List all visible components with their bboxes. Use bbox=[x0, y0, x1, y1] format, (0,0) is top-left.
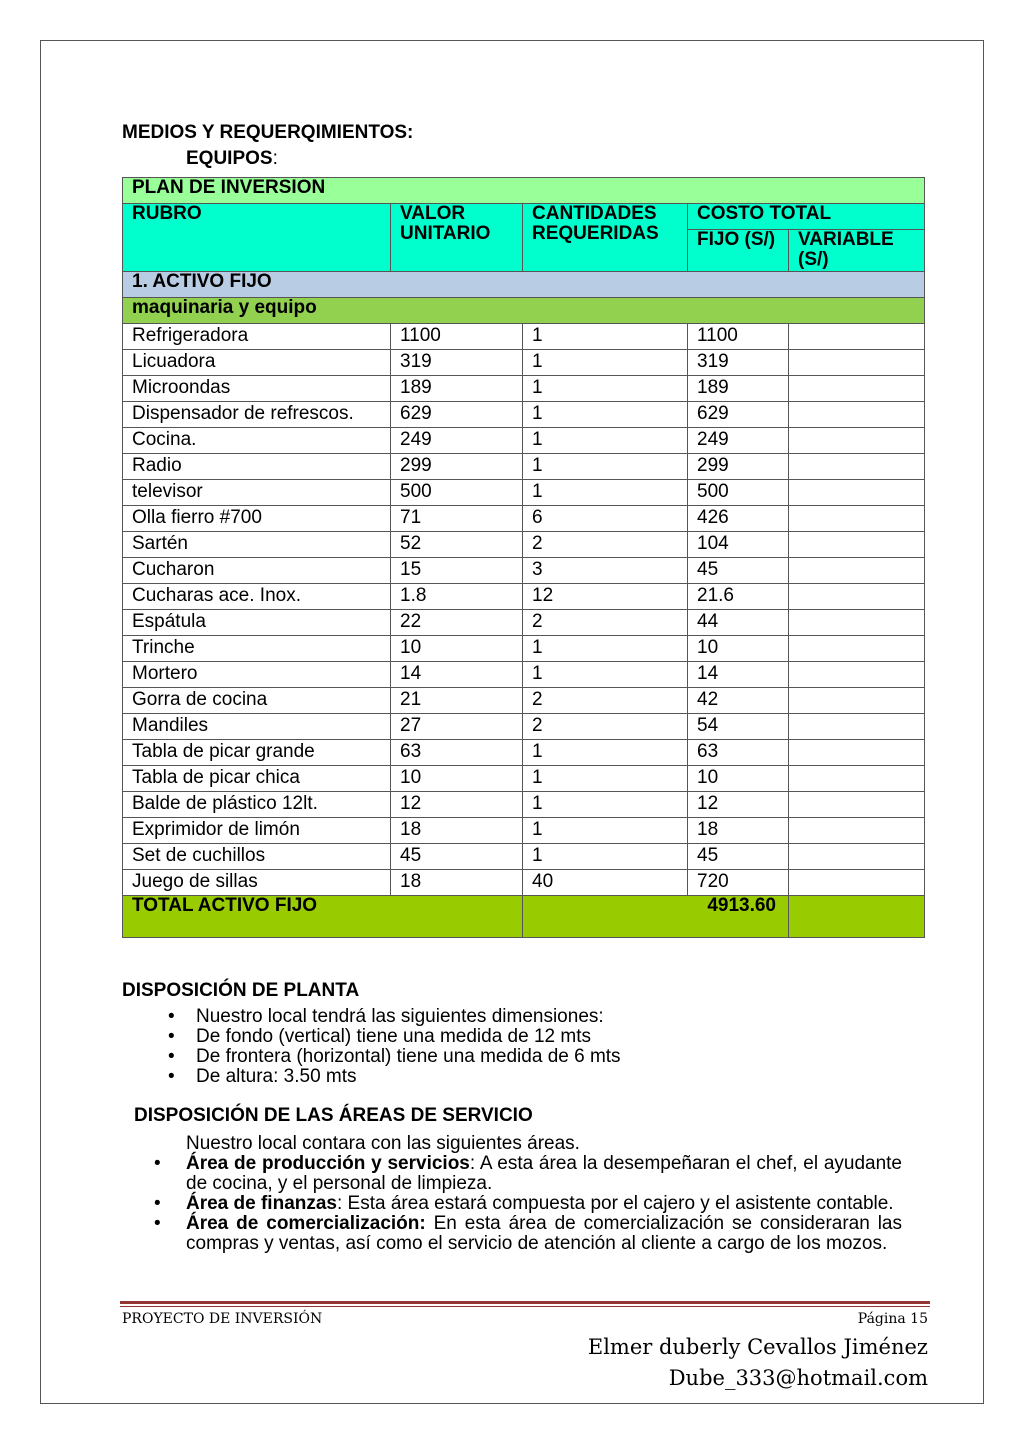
cell-valor: 299 bbox=[391, 454, 523, 480]
cell-valor: 52 bbox=[391, 532, 523, 558]
cell-valor: 22 bbox=[391, 610, 523, 636]
cell-rubro: Cucharas ace. Inox. bbox=[123, 584, 391, 610]
list-item: • De altura: 3.50 mts bbox=[166, 1067, 621, 1087]
cell-fijo: 104 bbox=[688, 532, 789, 558]
areas-intro: Nuestro local contara con las siguientes áreas. bbox=[186, 1133, 580, 1154]
table-row bbox=[123, 376, 925, 402]
cell-variable bbox=[789, 740, 925, 766]
cell-cantidad: 2 bbox=[523, 610, 688, 636]
cell-variable bbox=[789, 584, 925, 610]
table-row bbox=[123, 610, 925, 636]
cell-cantidad: 3 bbox=[523, 558, 688, 584]
section-heading: MEDIOS Y REQUERQIMIENTOS: bbox=[122, 122, 414, 143]
subsection-maquinaria: maquinaria y equipo bbox=[123, 298, 925, 324]
cell-cantidad: 1 bbox=[523, 766, 688, 792]
table-title: PLAN DE INVERSION bbox=[123, 178, 925, 204]
cell-rubro: Tabla de picar grande bbox=[123, 740, 391, 766]
cell-valor: 1100 bbox=[391, 324, 523, 350]
list-item: • Nuestro local tendrá las siguientes dimensiones: bbox=[166, 1007, 621, 1027]
cell-cantidad: 12 bbox=[523, 584, 688, 610]
cell-cantidad: 1 bbox=[523, 350, 688, 376]
cell-valor: 189 bbox=[391, 376, 523, 402]
table-row bbox=[123, 818, 925, 844]
list-item bbox=[150, 1214, 902, 1254]
cell-rubro: Cucharon bbox=[123, 558, 391, 584]
cell-valor: 629 bbox=[391, 402, 523, 428]
cell-cantidad: 2 bbox=[523, 532, 688, 558]
area-name: Área de producción y servicios bbox=[186, 1153, 470, 1174]
cell-fijo: 63 bbox=[688, 740, 789, 766]
cell-rubro: Cocina. bbox=[123, 428, 391, 454]
list-item bbox=[150, 1194, 902, 1214]
footer-project-title: PROYECTO DE INVERSIÓN bbox=[122, 1311, 323, 1327]
cell-cantidad: 1 bbox=[523, 480, 688, 506]
table-row bbox=[123, 662, 925, 688]
section-row bbox=[123, 272, 925, 298]
planta-list bbox=[166, 1007, 621, 1087]
cell-cantidad: 6 bbox=[523, 506, 688, 532]
author-email: Dube_333@hotmail.com bbox=[668, 1366, 928, 1390]
cell-valor: 319 bbox=[391, 350, 523, 376]
list-item: • De fondo (vertical) tiene una medida de 12 mts bbox=[166, 1027, 621, 1047]
cell-rubro: Mortero bbox=[123, 662, 391, 688]
cell-cantidad: 1 bbox=[523, 324, 688, 350]
cell-valor: 10 bbox=[391, 636, 523, 662]
cell-fijo: 249 bbox=[688, 428, 789, 454]
cell-valor: 500 bbox=[391, 480, 523, 506]
cell-cantidad: 1 bbox=[523, 792, 688, 818]
table-row bbox=[123, 844, 925, 870]
cell-fijo: 45 bbox=[688, 844, 789, 870]
equipos-colon: : bbox=[272, 148, 278, 169]
cell-fijo: 10 bbox=[688, 766, 789, 792]
area-description: : Esta área estará compuesta por el cajero y el asistente contable. bbox=[337, 1193, 894, 1214]
table-row bbox=[123, 636, 925, 662]
table-header-row bbox=[123, 204, 925, 230]
table-row bbox=[123, 454, 925, 480]
cell-cantidad: 1 bbox=[523, 818, 688, 844]
cell-variable bbox=[789, 454, 925, 480]
footer-page-number: Página 15 bbox=[857, 1311, 928, 1327]
cell-variable bbox=[789, 844, 925, 870]
cell-valor: 1.8 bbox=[391, 584, 523, 610]
table-row bbox=[123, 558, 925, 584]
col-header-rubro: RUBRO bbox=[123, 204, 391, 272]
cell-variable bbox=[789, 350, 925, 376]
cell-rubro: televisor bbox=[123, 480, 391, 506]
cell-variable bbox=[789, 792, 925, 818]
cell-variable bbox=[789, 324, 925, 350]
cell-variable bbox=[789, 376, 925, 402]
cell-rubro: Balde de plástico 12lt. bbox=[123, 792, 391, 818]
table-title-row bbox=[123, 178, 925, 204]
cell-rubro: Sartén bbox=[123, 532, 391, 558]
col-header-fijo: FIJO (S/) bbox=[688, 230, 789, 272]
cell-cantidad: 1 bbox=[523, 740, 688, 766]
cell-variable bbox=[789, 532, 925, 558]
cell-valor: 71 bbox=[391, 506, 523, 532]
cell-variable bbox=[789, 610, 925, 636]
cell-rubro: Exprimidor de limón bbox=[123, 818, 391, 844]
cell-cantidad: 1 bbox=[523, 454, 688, 480]
cell-variable bbox=[789, 714, 925, 740]
table-row bbox=[123, 740, 925, 766]
cell-fijo: 14 bbox=[688, 662, 789, 688]
cell-fijo: 18 bbox=[688, 818, 789, 844]
table-row bbox=[123, 870, 925, 896]
cell-valor: 18 bbox=[391, 818, 523, 844]
cell-variable bbox=[789, 662, 925, 688]
planta-title: DISPOSICIÓN DE PLANTA bbox=[122, 980, 360, 1001]
cell-rubro: Mandiles bbox=[123, 714, 391, 740]
cell-variable bbox=[789, 636, 925, 662]
cell-cantidad: 2 bbox=[523, 714, 688, 740]
col-header-variable: VARIABLE (S/) bbox=[789, 230, 925, 272]
cell-rubro: Espátula bbox=[123, 610, 391, 636]
subsection-heading bbox=[186, 148, 278, 170]
table-row bbox=[123, 532, 925, 558]
cell-valor: 10 bbox=[391, 766, 523, 792]
list-item bbox=[150, 1154, 902, 1194]
author-block bbox=[588, 1332, 928, 1394]
investment-table bbox=[122, 177, 925, 938]
cell-valor: 63 bbox=[391, 740, 523, 766]
table-row bbox=[123, 480, 925, 506]
table-row bbox=[123, 350, 925, 376]
cell-fijo: 10 bbox=[688, 636, 789, 662]
cell-variable bbox=[789, 402, 925, 428]
cell-valor: 14 bbox=[391, 662, 523, 688]
cell-rubro: Dispensador de refrescos. bbox=[123, 402, 391, 428]
cell-fijo: 500 bbox=[688, 480, 789, 506]
cell-fijo: 42 bbox=[688, 688, 789, 714]
cell-cantidad: 1 bbox=[523, 402, 688, 428]
author-name: Elmer duberly Cevallos Jiménez bbox=[587, 1335, 928, 1359]
cell-rubro: Radio bbox=[123, 454, 391, 480]
cell-fijo: 21.6 bbox=[688, 584, 789, 610]
cell-variable bbox=[789, 428, 925, 454]
cell-fijo: 319 bbox=[688, 350, 789, 376]
cell-fijo: 629 bbox=[688, 402, 789, 428]
section-activo-fijo: 1. ACTIVO FIJO bbox=[123, 272, 925, 298]
cell-fijo: 45 bbox=[688, 558, 789, 584]
cell-rubro: Set de cuchillos bbox=[123, 844, 391, 870]
cell-cantidad: 1 bbox=[523, 662, 688, 688]
subsection-row bbox=[123, 298, 925, 324]
table-row bbox=[123, 766, 925, 792]
cell-variable bbox=[789, 766, 925, 792]
cell-cantidad: 1 bbox=[523, 428, 688, 454]
cell-fijo: 189 bbox=[688, 376, 789, 402]
cell-cantidad: 40 bbox=[523, 870, 688, 896]
footer-divider bbox=[120, 1301, 930, 1304]
cell-valor: 15 bbox=[391, 558, 523, 584]
cell-rubro: Gorra de cocina bbox=[123, 688, 391, 714]
cell-cantidad: 1 bbox=[523, 636, 688, 662]
table-row bbox=[123, 584, 925, 610]
cell-variable bbox=[789, 506, 925, 532]
equipos-label: EQUIPOS bbox=[186, 148, 273, 169]
total-empty-cell bbox=[789, 896, 925, 938]
area-description: En esta área de comercialización se consideraran las compras y ventas, así como el servicio de atención al cliente a cargo de los mozos. bbox=[186, 1213, 903, 1254]
cell-valor: 21 bbox=[391, 688, 523, 714]
list-item: • De frontera (horizontal) tiene una medida de 6 mts bbox=[166, 1047, 621, 1067]
total-row bbox=[123, 896, 925, 938]
table-row bbox=[123, 402, 925, 428]
cell-cantidad: 2 bbox=[523, 688, 688, 714]
areas-title: DISPOSICIÓN DE LAS ÁREAS DE SERVICIO bbox=[134, 1105, 533, 1126]
cell-variable bbox=[789, 558, 925, 584]
area-description: : A esta área la desempeñaran el chef, el ayudante de cocina, y el personal de limpieza. bbox=[186, 1153, 902, 1194]
cell-fijo: 299 bbox=[688, 454, 789, 480]
cell-cantidad: 1 bbox=[523, 376, 688, 402]
cell-fijo: 1100 bbox=[688, 324, 789, 350]
cell-rubro: Trinche bbox=[123, 636, 391, 662]
col-header-costo-total: COSTO TOTAL bbox=[688, 204, 925, 230]
footer-divider-thin bbox=[120, 1306, 930, 1307]
cell-fijo: 54 bbox=[688, 714, 789, 740]
cell-valor: 45 bbox=[391, 844, 523, 870]
cell-cantidad: 1 bbox=[523, 844, 688, 870]
table-row bbox=[123, 714, 925, 740]
table-row bbox=[123, 428, 925, 454]
table-row bbox=[123, 688, 925, 714]
col-header-cantidades: CANTIDADES REQUERIDAS bbox=[523, 204, 688, 272]
cell-variable bbox=[789, 688, 925, 714]
cell-fijo: 44 bbox=[688, 610, 789, 636]
total-label: TOTAL ACTIVO FIJO bbox=[123, 896, 523, 938]
cell-fijo: 720 bbox=[688, 870, 789, 896]
area-name: Área de finanzas bbox=[186, 1193, 337, 1214]
table-row bbox=[123, 324, 925, 350]
cell-valor: 249 bbox=[391, 428, 523, 454]
total-value: 4913.60 bbox=[523, 896, 789, 938]
areas-list bbox=[150, 1154, 902, 1254]
cell-rubro: Tabla de picar chica bbox=[123, 766, 391, 792]
col-header-valor: VALOR UNITARIO bbox=[391, 204, 523, 272]
cell-rubro: Refrigeradora bbox=[123, 324, 391, 350]
cell-fijo: 426 bbox=[688, 506, 789, 532]
cell-rubro: Licuadora bbox=[123, 350, 391, 376]
table-row bbox=[123, 506, 925, 532]
cell-rubro: Olla fierro #700 bbox=[123, 506, 391, 532]
cell-valor: 27 bbox=[391, 714, 523, 740]
area-name: Área de comercialización: bbox=[186, 1213, 426, 1234]
cell-variable bbox=[789, 480, 925, 506]
cell-rubro: Juego de sillas bbox=[123, 870, 391, 896]
cell-variable bbox=[789, 818, 925, 844]
cell-rubro: Microondas bbox=[123, 376, 391, 402]
cell-variable bbox=[789, 870, 925, 896]
cell-valor: 18 bbox=[391, 870, 523, 896]
cell-valor: 12 bbox=[391, 792, 523, 818]
cell-fijo: 12 bbox=[688, 792, 789, 818]
table-row bbox=[123, 792, 925, 818]
